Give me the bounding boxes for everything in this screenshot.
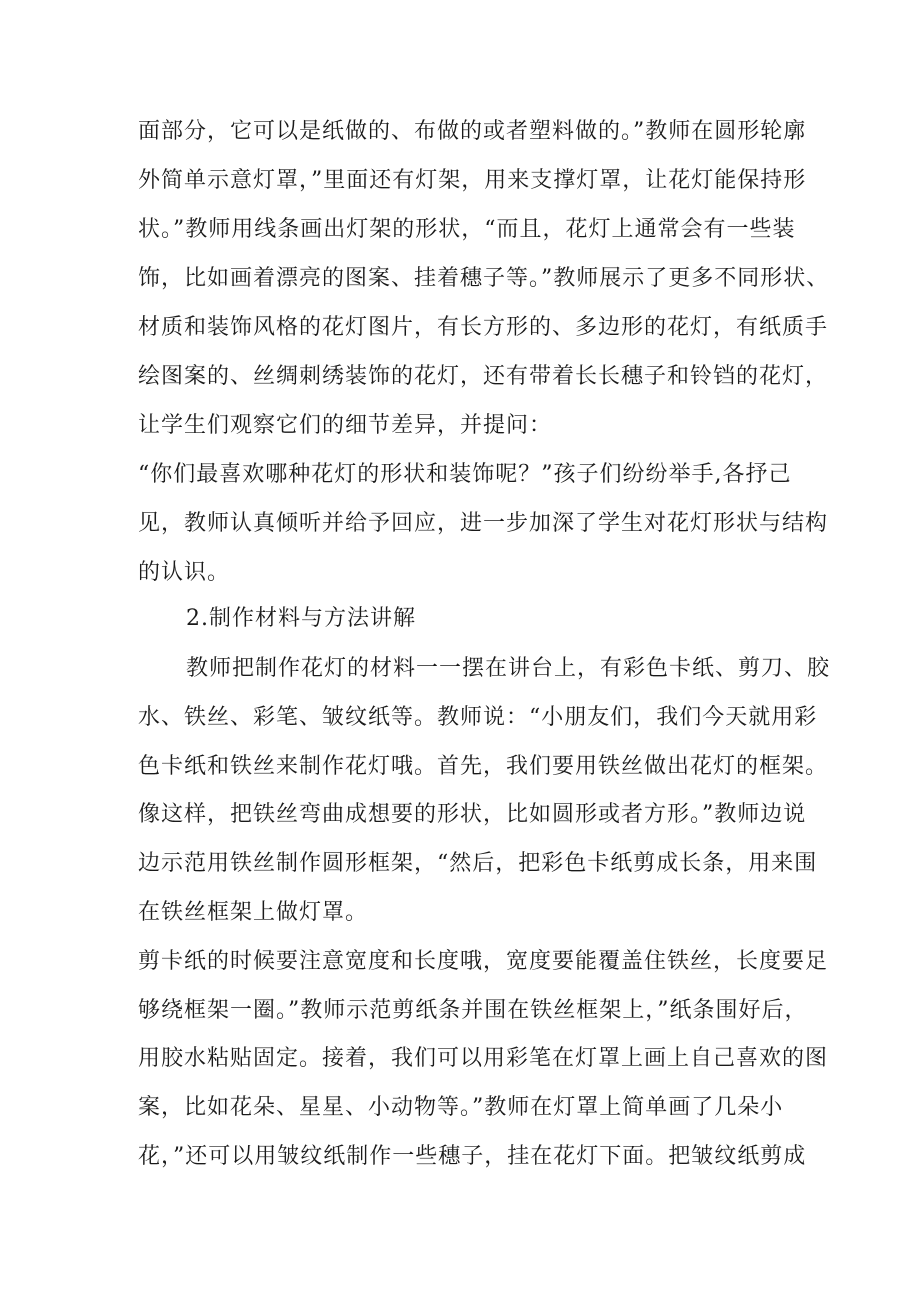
paragraph-line: 边示范用铁丝制作圆形框架，“然后，把彩色卡纸剪成长条，用来围 xyxy=(138,851,818,876)
paragraph-line: 在铁丝框架上做灯罩。 xyxy=(138,900,369,925)
paragraph-line: 够绕框架一圈。”教师示范剪纸条并围在铁丝框架上，”纸条围好后， xyxy=(138,998,808,1023)
paragraph-line: 见，教师认真倾听并给予回应，进一步加深了学生对花灯形状与结构 xyxy=(138,511,829,536)
paragraph-line: 教师把制作花灯的材料一一摆在讲台上，有彩色卡纸、剪刀、胶 xyxy=(186,656,831,681)
paragraph-line: 的认识。 xyxy=(138,560,231,585)
paragraph-line: 用胶水粘贴固定。接着，我们可以用彩笔在灯罩上画上自己喜欢的图 xyxy=(138,1046,829,1071)
paragraph-line: 像这样，把铁丝弯曲成想要的形状，比如圆形或者方形。”教师边说 xyxy=(138,802,807,827)
paragraph-line: 色卡纸和铁丝来制作花灯哦。首先，我们要用铁丝做出花灯的框架。 xyxy=(138,754,829,779)
paragraph-line: 花，”还可以用皱纹纸制作一些穗子，挂在花灯下面。把皱纹纸剪成 xyxy=(138,1144,807,1169)
paragraph-line: “你们最喜欢哪种花灯的形状和装饰呢？”孩子们纷纷举手,各抒己 xyxy=(138,462,792,487)
paragraph-line: 材质和装饰风格的花灯图片，有长方形的、多边形的花灯，有纸质手 xyxy=(138,315,829,340)
paragraph-line: 外简单示意灯罩，”里面还有灯架，用来支撑灯罩，让花灯能保持形 xyxy=(138,168,807,193)
section-heading: 2.制作材料与方法讲解 xyxy=(186,606,416,631)
paragraph-line: 面部分，它可以是纸做的、布做的或者塑料做的。”教师在圆形轮廓 xyxy=(138,119,807,144)
paragraph-line: 状。”教师用线条画出灯架的形状，“而且，花灯上通常会有一些装 xyxy=(138,217,796,242)
paragraph-line: 饰，比如画着漂亮的图案、挂着穗子等。”教师展示了更多不同形状、 xyxy=(138,266,830,291)
paragraph-line: 剪卡纸的时候要注意宽度和长度哦，宽度要能覆盖住铁丝，长度要足 xyxy=(138,949,829,974)
paragraph-line: 让学生们观察它们的细节差异，并提问： xyxy=(138,413,553,438)
paragraph-line: 绘图案的、丝绸刺绣装饰的花灯，还有带着长长穗子和铃铛的花灯， xyxy=(138,364,829,389)
paragraph-line: 案，比如花朵、星星、小动物等。”教师在灯罩上简单画了几朵小 xyxy=(138,1095,784,1120)
paragraph-line: 水、铁丝、彩笔、皱纹纸等。教师说：“小朋友们，我们今天就用彩 xyxy=(138,705,818,730)
